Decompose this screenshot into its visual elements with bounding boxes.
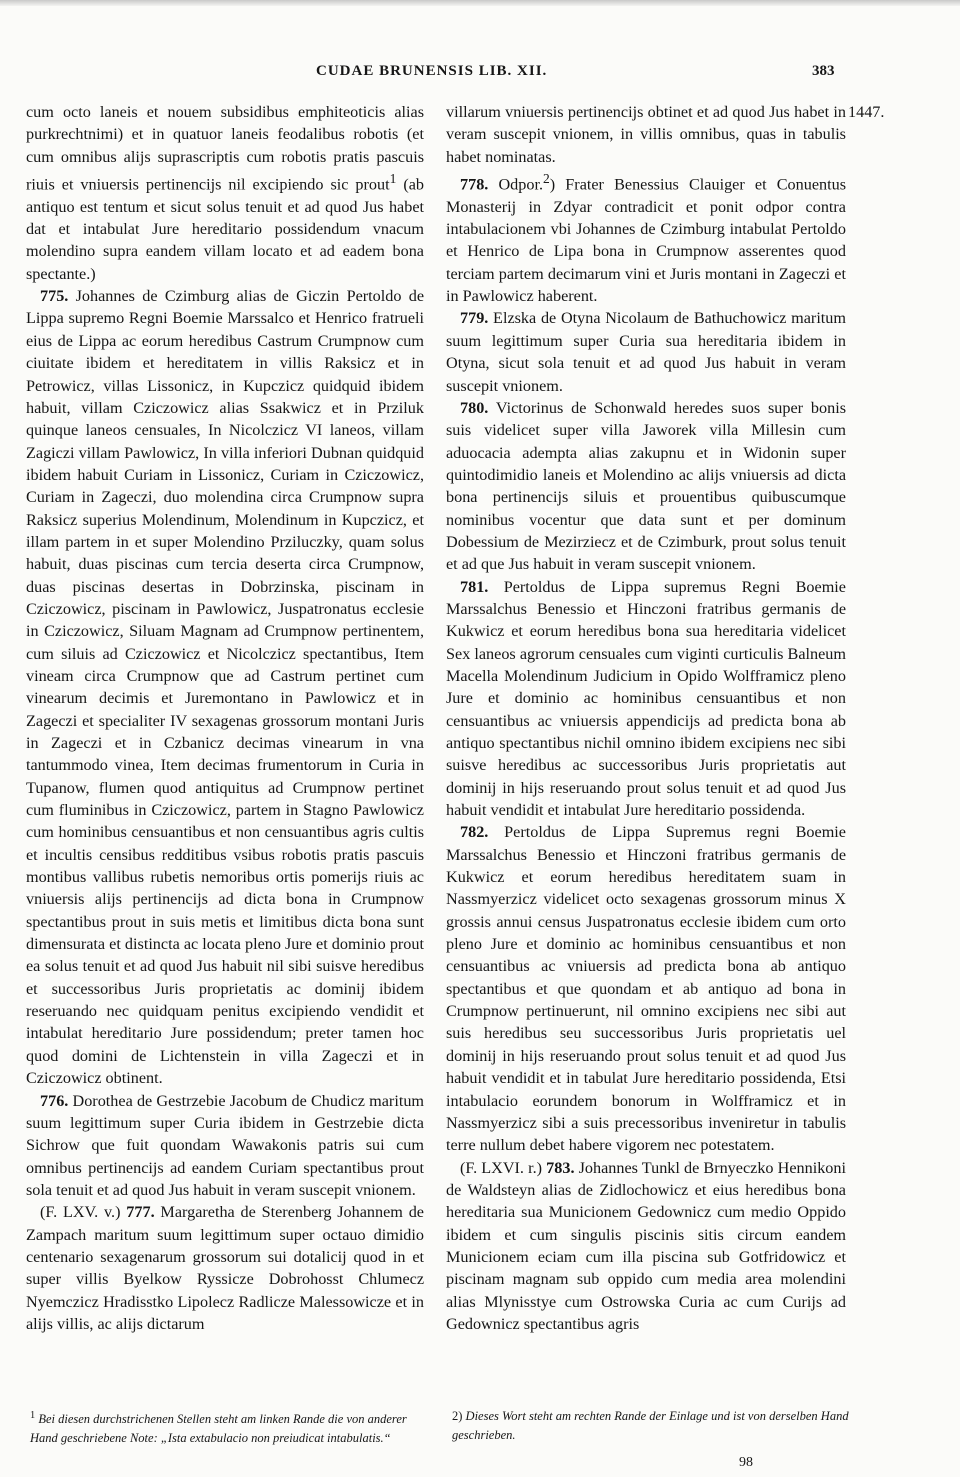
entry-783: (F. LXVI. r.) 783. Johannes Tunkl de Brnyeczko Hennikoni de Waldsteyn alias de Zidlochowicz et eius heredibus bona hereditaria sua Municionem Gedownicz cum medio Oppido ibidem et cum singulis piscinis sitis circum eandem Municionem eciam cum illa piscina sub Gotfridowicz et piscinam magnam sub oppido cum media area molendini alias Mlynisstye cum Ostrowska Curia ac cum Curijs ad Gedownicz spectantibus agris [446,1158,846,1333]
scan-top-edge [0,0,960,6]
footnote-mark: 2) [452,1409,463,1423]
folio-ref: (F. LXV. v.) [40,1203,127,1222]
entry-number: 776. [40,1091,69,1110]
entry-779: 779. Elzska de Otyna Nicolaum de Bathuchowicz maritum suum legittimum super Curia sua hereditaria ibidem in Otyna, sicut sola tenuit et ad quod Jus habuit in veram suscepit vnionem. [446,309,846,395]
signature-mark: 98 [739,1455,753,1470]
entry-781: 781. Pertoldus de Lippa supremus Regni Boemie Marssalchus Benessio et Hinczoni fratribus germanis de Kukwicz et eorum heredibus bona sua hereditaria videlicet Sex laneos agrorum censuales cum viginti curticulis Balneum Macella Molendinum Judicium in Opido Wolfframicz pleno Jure et dominio ac hominibus censuantibus et non censuantibus ac vniuersis appendicijs ad predicta bona ab antiquo spectantibus nichil omnino ibidem excipiens nec sibi suisve heredibus ac successoribus Juris proprietatis aut dominij in hijs reseruando prout solus tenuit et ad quod Jus habuit vendidit et intabulat Jure hereditario possidenda. [446,577,846,820]
footnote-ref: 2 [543,171,550,187]
margin-year: 1447. [848,103,885,121]
entry-780: 780. Victorinus de Schonwald heredes suos super bonis suis videlicet super villa Jaworek villa Millesin cum aduocacia adempta alias zakupnu et in Widonin super quintodimidio laneis et Molendino ac alijs vniuersis ad dicta bona pertinencijs siluis et prouentibus quibuscumque nominibus vocentur que data sunt et per dominum Dobessium de Mezirziecz et de Czimburk, prout solus tenuit et ad que Jus habuit in veram suscepit vnionem. [446,398,846,574]
entry-number: 783. [546,1158,575,1177]
entry-775: 775. Johannes de Czimburg alias de Giczin Pertoldo de Lippa supremo Regni Boemie Marssalco et Henrico fratrueli eius de Lippa ac eorum heredibus Castrum Crumpnow cum ciuitate ibidem et hereditatem in villis Raksicz et in Petrowicz, villas Lissonicz, in Kupczicz quidquid ibidem habuit, villam Cziczowicz alias Ssakwicz et in Prziluk quinque laneos censuales, In Nicolczicz VI laneos, villam Zagiczi villam Pawlowicz, In villa inferiori Dubnan quidquid ibidem habuit Curiam in Lissonicz, Curiam in Cziczowicz, Curiam in Zageczi, duo molendina circa Crumpnow supra Raksicz superius Molendinum, Molendinum in Kupczicz, et illam partem in et super Molendino Prziluczky, quam solus habuit, duas piscinas cum tercia deserta circa Crumpnow, duas piscinas desertas in Dobrzinska, piscinam in Cziczowicz, piscinam in Pawlowicz, Juspatronatus ecclesie in Cziczowicz, Siluam Magnam ad Crumpnow pertinentem, cum siluis ad Cziczowicz et Nicolczicz spectantibus, Item vineam circa Crumpnow que ad Castrum pertinet cum vinearum decimis et Juremontano in Pawlowicz et in Zageczi et specialiter IV sexagenas grossorum montani Juris in Zageczi et in Czbanicz decimas vinearum in vna tantummodo vinea, Item decimas frumentorum in Curia in Tupanow, flumen quod antiquitus ad Crumpnow pertinet cum fluminibus in Cziczowicz, partem in Stagno Pawlowicz cum hominibus censuantibus et non censuantibus agris cultis et incultis censibus redditibus vsibus robotis pratis pascuis montibus vallibus rubetis nemoribus ortis pomerijs riuis ac vniuersis alijs pertinencijs ad dicta bona in Crumpnow spectantibus prout in suis metis et limitibus dicta bona sunt dimensurata et distincta ac locata pleno Jure et dominio prout ea solus tenuit et ad quod Jus habuit nil sibi suisve heredibus et successoribus Juris proprietatis ac dominij ibidem reseruando nec quidquam penitus excipiendo vendidit et intabulat hereditario Jure possidendum; preter tamen hoc quod domini de Lichtenstein in villa Zageczi et in Cziczowicz obtinent. [26,287,424,1088]
entry-number: 780. [460,398,489,417]
footnote-2: 2) Dieses Wort steht am rechten Rande der Einlage und ist von derselben Hand geschrieben. [452,1409,849,1442]
footnote-1: $^1$ Bei diesen durchstrichenen Stellen steht am linken Rande die von anderer Hand geschriebene Note: „Ista extabulacio non preiudicat intabulatis.“ [30,1410,407,1445]
left-column [26,101,424,1335]
entry-number: 779. [460,309,489,328]
page-number: 383 [812,63,835,79]
entry-776: 776. Dorothea de Gestrzebie Jacobum de Chudicz maritum suum legittimum super Curia ibidem in Gestrzebie dicta Sichrow que fuit quondam Wawakonis patris sui cum omnibus pertinencijs ad eandem Curiam spectantibus prout sola tenuit et ad quod Jus habuit in veram suscepit vnionem. [26,1091,424,1199]
entry-continuation: villarum vniuersis pertinencijs obtinet et ad quod Jus habet in veram suscepit vnionem, in villis omnibus, quas in tabulis habet nominatas. [446,103,846,166]
entry-number: 778. [460,175,489,194]
running-title: CUDAE BRUNENSIS LIB. XII. [316,63,548,79]
entry-number: 777. [126,1203,155,1222]
footnote-ref: 1 [389,171,397,187]
right-column [446,101,846,1335]
entry-782: 782. Pertoldus de Lippa Supremus regni Boemie Marssalchus Benessio et Hinczoni fratribus germanis de Kukwicz et eorum heredibus hereditatem suam in Nassmyerzicz videlicet octo sexagenas grossorum minus X grossis annui census Juspatronatus ecclesie ibidem cum orto pleno Jure et dominio ac hominibus censuantibus et non censuantibus ac vniuersis ad predicta bona ab antiquo spectantibus et que quondam et ab antiquo ad bona in Crumpnow pertinuerunt, nil omnino excipiens nec sibi aut suis heredibus seu successoribus Juris proprietatis uel dominij in hijs reseruando prout solus tenuit et ad quod Jus habuit vendidit et in tabulat Jure hereditario possidenda, Etsi intabulacio eorundem bonorum in Wolfframicz et in Nassmyerzicz sibi a suis precessoribus inveniretur in tabulis terre nullum debet habere vigorem nec potestatem. [446,823,846,1155]
folio-ref: (F. LXVI. r.) [460,1158,547,1177]
entry-number: 781. [460,577,489,596]
footnote-mark: 1 [30,1410,36,1421]
entry-number: 782. [460,823,489,842]
entry-777: (F. LXV. v.) 777. Margaretha de Sterenberg Johannem de Zampach maritum suum legittimum super octauo dimidio centenario sexagenarum grossorum sui dotalicij quod in et super villis Byelkow Ryssicze Dobrohosst Chlumecz Nyemczicz Hradisstko Lipolecz Radlicze Malessowicze et in alijs villis, ac alijs dictarum [26,1203,424,1333]
entry-continuation: cum octo laneis et nouem subsidibus emphiteoticis alias purkrechtnimi) et in quatuor laneis feodalibus robotis (et cum omnibus alijs suprascriptis cum robotis pratis pascuis riuis et vniuersis pertinencijs nil excipiendo sic prout$^1$ (ab antiquo est tentum et sicut solus tenuit et ad quod Jus habet dat et intabulat Jure hereditario possidendum vnacum molendino supra eandem villam locato et ad eadem bona spectante.) [26,103,424,283]
entry-778: 778. Odpor.$^2$) Frater Benessius Clauiger et Conuentus Monasterij in Zdyar contradicit et ponit odpor contra intabulacionem vbi Johannes de Czimburg intabulat Pertoldo et Henrico de Lipa bona in Crumpnow asserentes quod terciam partem decimarum vini et Juris montani in Zageczi et in Pawlowicz haberent. [446,171,846,306]
entry-number: 775. [40,287,69,306]
